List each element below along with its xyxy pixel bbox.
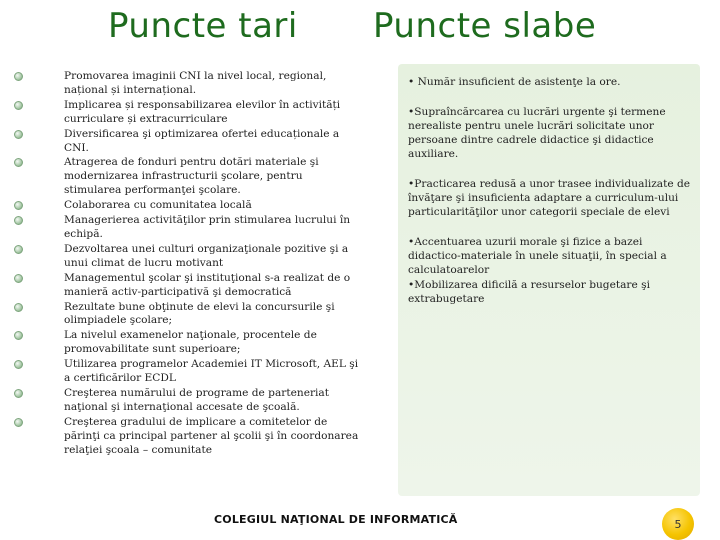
bullet-icon [14,331,23,340]
strength-text: Rezultate bune obţinute de elevi la concursurile şi olimpiadele şcolare; [64,300,335,327]
bullet-icon [14,418,23,427]
strengths-list-container [12,70,362,458]
strength-text: Diversificarea şi optimizarea ofertei educaționale a CNI. [64,127,340,154]
bullet-icon [14,201,23,210]
weaknesses-heading: Puncte slabe [373,6,597,46]
strength-text: La nivelul examenelor naţionale, procentele de promovabilitate sunt superioare; [64,329,317,356]
weakness-item: •Accentuarea uzurii morale şi fizice a bazei didactico-materiale în unele situaţii, în special a calculatoarelor [408,236,667,276]
strengths-list [12,70,362,457]
strength-item [12,387,362,415]
strength-item [12,70,362,98]
weakness-item: •Practicarea redusă a unor trasee individualizate de învăţare şi insuficienta adaptare a curriculum-ului particularităţilor unor categorii speciale de elevi [408,178,691,218]
weakness-item: •Mobilizarea dificilă a resurselor bugetare şi extrabugetare [408,279,650,305]
bullet-icon [14,216,23,225]
strength-item [12,358,362,386]
bullet-icon [14,389,23,398]
bullet-icon [14,101,23,110]
bullet-icon [14,245,23,254]
strength-text: Promovarea imaginii CNI la nivel local, regional, național și internațional. [64,70,327,96]
strength-item [12,329,362,357]
strength-item [12,301,362,329]
bullet-icon [14,130,23,139]
bullet-icon [14,274,23,283]
page-number-badge [662,508,694,540]
bullet-icon [14,158,23,167]
strength-item [12,99,362,127]
strength-text: Managementul şcolar şi instituţional s-a realizat de o manieră activ-participativă şi democratică [64,271,351,298]
strength-item [12,272,362,300]
strength-text: Managerierea activităţilor prin stimularea lucrului în echipă. [64,214,351,240]
page-number: 5 [674,517,682,531]
weaknesses-panel [398,64,700,496]
bullet-icon [14,303,23,312]
bullet-icon [14,72,23,81]
strength-item [12,128,362,156]
strength-text: Implicarea și responsabilizarea elevilor în activități curriculare și extracurriculare [64,98,341,125]
strength-item [12,416,362,458]
strength-item [12,156,362,198]
strength-item [12,214,362,242]
strength-text: Creşterea gradului de implicare a comitetelor de părinţi ca principal partener al şcolii şi în coordonarea relaţiei şcoala – comunitate [64,415,359,456]
bullet-icon [14,360,23,369]
strength-text: Colaborarea cu comunitatea locală [64,199,252,212]
strength-item [12,199,362,213]
strengths-heading: Puncte tari [108,6,298,46]
strength-text: Creşterea numărului de programe de parteneriat naţional şi internaţional accesate de şcoală. [64,386,329,413]
footer-institution: COLEGIUL NAŢIONAL DE INFORMATICĂ [214,513,458,526]
strength-text: Dezvoltarea unei culturi organizaţionale pozitive şi a unui climat de lucru motivant [64,242,349,269]
strength-item [12,243,362,271]
strength-text: Atragerea de fonduri pentru dotări materiale şi modernizarea infrastructurii şcolare, pentru stimularea performanţei şcolare. [64,156,319,197]
weakness-item: • Număr insuficient de asistenţe la ore. [408,76,621,88]
weakness-item: •Supraîncărcarea cu lucrări urgente şi termene nerealiste pentru unele lucrări solicitate unor persoane dintre cadrele didactice şi didactice auxiliare. [408,106,666,160]
strength-text: Utilizarea programelor Academiei IT Microsoft, AEL şi a certificărilor ECDL [64,358,359,385]
